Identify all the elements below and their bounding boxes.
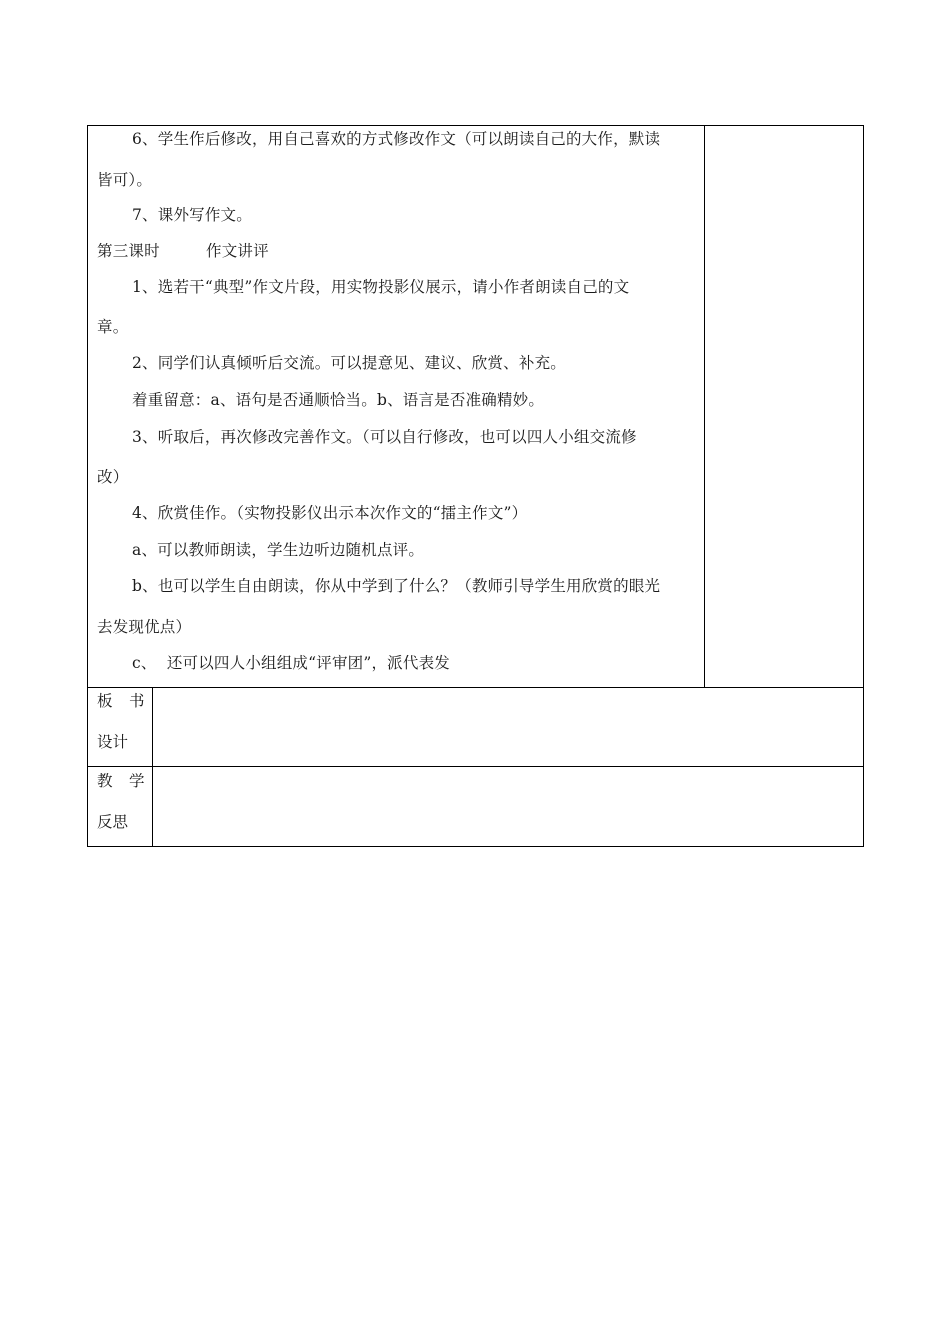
- reflection-label-char-1: 教: [97, 772, 113, 790]
- board-design-label-char-1: 板: [97, 692, 113, 710]
- body-line-8: 3、听取后，再次修改完善作文。（可以自行修改，也可以四人小组交流修: [132, 428, 637, 446]
- board-design-content: [153, 688, 863, 766]
- body-line-3: 7、课外写作文。: [132, 206, 252, 224]
- board-design-label-line-2: 设计: [97, 733, 129, 751]
- table-right-border: [863, 125, 864, 847]
- table-left-border: [87, 125, 88, 847]
- body-line-4: 1、选若干“典型”作文片段，用实物投影仪展示，请小作者朗读自己的文: [132, 278, 630, 296]
- body-line-12: b、也可以学生自由朗读，你从中学到了什么？（教师引导学生用欣赏的眼光: [132, 577, 661, 595]
- reflection-label-char-2: 学: [129, 772, 145, 790]
- section-heading-topic: 作文讲评: [206, 242, 269, 260]
- body-line-7: 着重留意：a、语句是否通顺恰当。b、语言是否准确精妙。: [132, 391, 545, 409]
- reflection-content: [153, 767, 863, 846]
- board-design-label-char-2: 书: [129, 692, 145, 710]
- notes-cell: [705, 126, 863, 687]
- body-line-11: a、可以教师朗读，学生边听边随机点评。: [132, 541, 425, 559]
- body-line-6: 2、同学们认真倾听后交流。可以提意见、建议、欣赏、补充。: [132, 354, 566, 372]
- body-line-1: 6、学生作后修改，用自己喜欢的方式修改作文（可以朗读自己的大作，默读: [132, 130, 661, 148]
- body-line-10: 4、欣赏佳作。（实物投影仪出示本次作文的“擂主作文”）: [132, 504, 528, 522]
- body-line-5: 章。: [97, 318, 129, 336]
- body-line-13: 去发现优点）: [97, 618, 192, 636]
- body-line-9: 改）: [97, 468, 129, 486]
- body-line-2: 皆可）。: [97, 171, 153, 189]
- table-bottom-border: [87, 846, 864, 847]
- reflection-label-line-2: 反思: [97, 813, 129, 831]
- section-heading-period: 第三课时: [97, 242, 160, 260]
- body-line-14: c、 还可以四人小组组成“评审团”，派代表发: [132, 654, 450, 672]
